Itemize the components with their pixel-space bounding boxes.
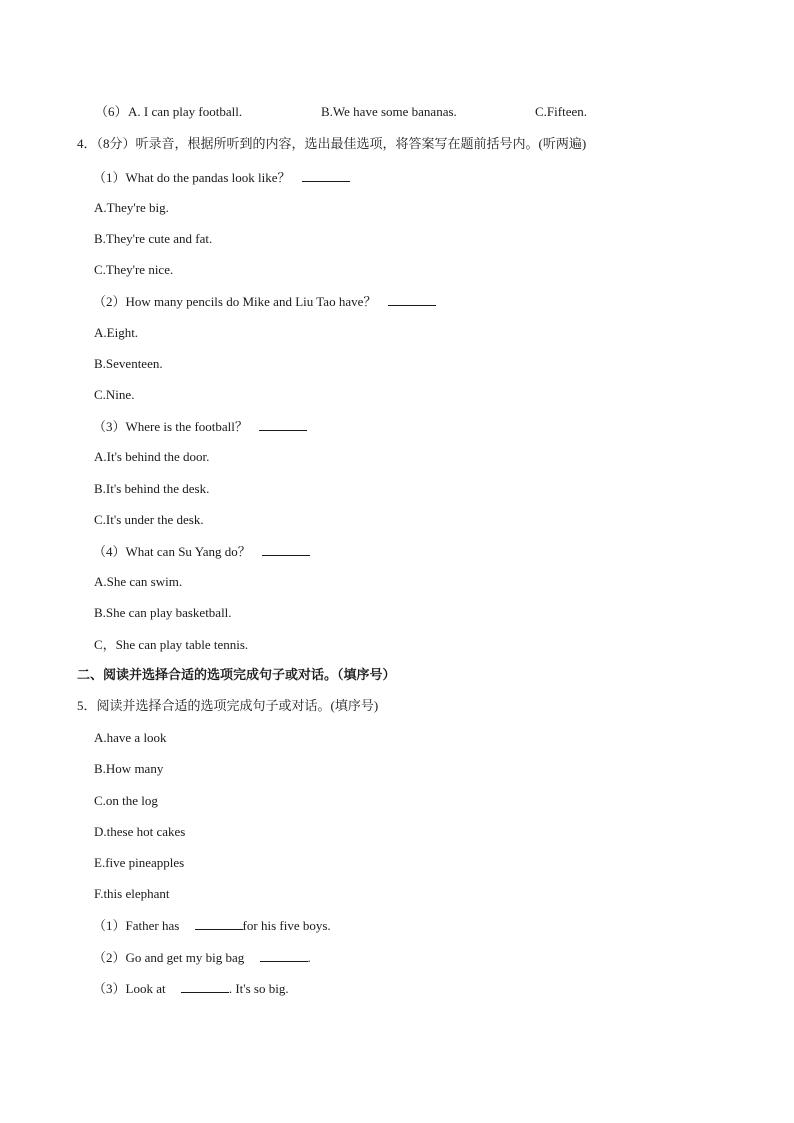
q3-item6-row <box>95 104 615 120</box>
q4-item2-option-c: C.Nine. <box>94 387 135 402</box>
q5-sentence1-end: for his five boys. <box>242 918 331 933</box>
q4-item3-answer-blank[interactable] <box>259 418 307 431</box>
q5-choice-f: F.this elephant <box>94 886 170 901</box>
q4-item4-prompt <box>93 543 310 560</box>
q5-sentence2 <box>93 949 311 966</box>
q4-item2-question: （2）How many pencils do Mike and Liu Tao have？ <box>93 294 377 309</box>
q5-sentence1-start: （1）Father has <box>93 918 180 933</box>
q5-sentence3-end: . It's so big. <box>228 981 289 996</box>
q4-item2-answer-blank[interactable] <box>388 293 436 306</box>
q5-header: 5．阅读并选择合适的选项完成句子或对话。(填序号) <box>77 698 379 713</box>
q5-choice-d: D.these hot cakes <box>94 824 186 839</box>
q5-choice-b: B.How many <box>94 761 164 776</box>
q4-item1-option-c: C.They're nice. <box>94 262 174 277</box>
q3-item6-number: （6） <box>95 104 128 119</box>
q5-sentence2-start: （2）Go and get my big bag <box>93 950 245 965</box>
q5-choice-c: C.on the log <box>94 793 158 808</box>
q4-item4-question: （4）What can Su Yang do？ <box>93 544 251 559</box>
q4-item3-option-b: B.It's behind the desk. <box>94 481 210 496</box>
q4-item4-option-c: C，She can play table tennis. <box>94 637 249 652</box>
q4-item3-question: （3）Where is the football？ <box>93 419 248 434</box>
q5-sentence3-start: （3）Look at <box>93 981 166 996</box>
q5-sentence1-blank[interactable] <box>195 917 243 930</box>
q4-item2-option-a: A.Eight. <box>94 325 139 340</box>
q4-item2-prompt <box>93 293 436 310</box>
q4-item1-option-a: A.They're big. <box>94 200 169 215</box>
q4-item4-answer-blank[interactable] <box>262 543 310 556</box>
q4-item3-option-c: C.It's under the desk. <box>94 512 204 527</box>
q4-header: 4．（8分）听录音，根据所听到的内容，选出最佳选项，将答案写在题前括号内。(听两遍) <box>77 136 587 151</box>
q5-choice-a: A.have a look <box>94 730 167 745</box>
q4-item2-option-b: B.Seventeen. <box>94 356 163 371</box>
q4-item1-question: （1）What do the pandas look like？ <box>93 170 291 185</box>
q5-choice-e: E.five pineapples <box>94 855 185 870</box>
q4-item4-option-b: B.She can play basketball. <box>94 605 232 620</box>
section2-title: 二、阅读并选择合适的选项完成句子或对话。（填序号） <box>77 667 396 682</box>
q5-sentence2-blank[interactable] <box>260 949 308 962</box>
q5-sentence3-blank[interactable] <box>181 980 229 993</box>
q4-item3-prompt <box>93 418 307 435</box>
q3-item6-option-a: A. I can play football. <box>128 104 243 119</box>
q4-item1-answer-blank[interactable] <box>302 169 350 182</box>
q4-item1-prompt <box>93 169 350 186</box>
q5-sentence2-end: . <box>307 950 311 965</box>
q4-item4-option-a: A.She can swim. <box>94 574 183 589</box>
q4-item3-option-a: A.It's behind the door. <box>94 449 210 464</box>
q5-sentence3 <box>93 980 289 997</box>
q5-sentence1 <box>93 917 331 934</box>
q4-item1-option-b: B.They're cute and fat. <box>94 231 213 246</box>
q3-item6-option-c: C.Fifteen. <box>535 104 587 119</box>
q3-item6-option-b: B.We have some bananas. <box>321 104 457 119</box>
